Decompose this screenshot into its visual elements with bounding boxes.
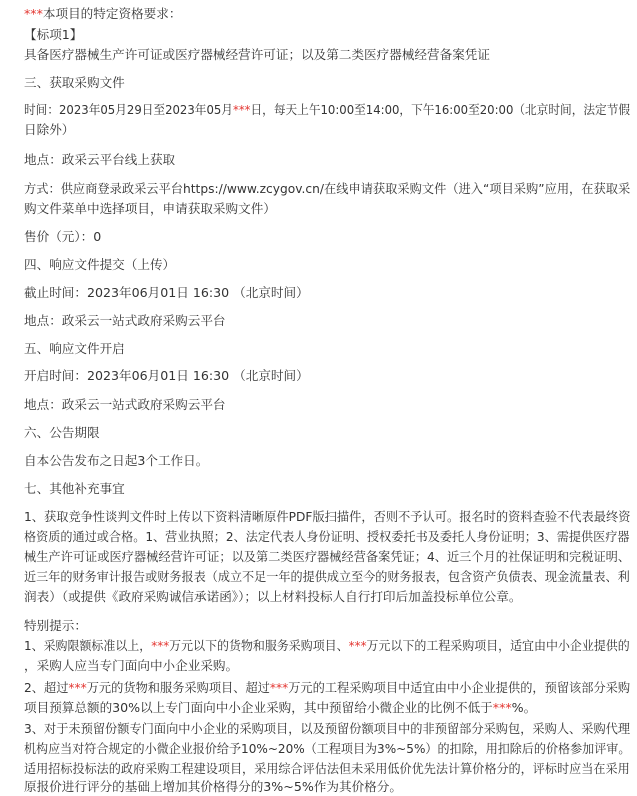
document-price: 售价（元）：0 [24,229,102,244]
supplementary-text-line-4: 近三年的财务审计报告或财务报表（成立不足一年的提供成立至今的财务报表，包含资产负债表、现金流量表、利 [24,569,630,584]
opening-time: 开启时间：2023年06月01日 16:30 （北京时间） [24,368,309,383]
special-notice-3: 3、对于未预留份额专门面向中小企业的采购项目，以及预留份额项目中的非预留部分采购包，采购人、采购代理 [24,721,631,736]
special-notice-1: 1、采购限额标准以上，***万元以下的货物和服务采购项目、***万元以下的工程采购项目，适宜由中小企业提供的 [24,638,630,653]
notice-period-text: 自本公告发布之日起3个工作日。 [24,453,209,468]
obtain-location: 地点：政采云平台线上获取 [24,152,176,167]
obtain-time: 时间：2023年05月29日至2023年05月***日，每天上午10:00至14:00，下午16:00至20:00（北京时间，法定节假 [24,102,631,117]
special-notice-3-cont-1: 机构应当对符合规定的小微企业报价给予10%~20%（工程项目为3%~5%）的扣除，用扣除后的价格参加评审。 [24,741,631,756]
lot-label: 【标项1】 [24,27,83,42]
obtain-time-cont: 日除外） [24,122,75,137]
special-notice-2: 2、超过***万元的货物和服务采购项目、超过***万元的工程采购项目中适宜由中小企业提供的，预留该部分采购 [24,680,631,695]
supplementary-text-line-3: 械生产许可证或医疗器械经营许可证；以及第二类医疗器械经营备案凭证；4、近三个月的社保证明和完税证明、 [24,549,631,564]
section-heading-supplementary: 七、其他补充事宜 [24,481,125,496]
special-notice-2-cont: 项目预算总额的30%以上专门面向中小企业采购，其中预留给小微企业的比例不低于***%。 [24,700,537,715]
submission-location: 地点：政采云一站式政府采购云平台 [24,313,226,328]
obtain-method-cont: 购文件菜单中选择项目，申请获取采购文件） [24,201,276,216]
special-notice-3-cont-2: 适用招标投标法的政府采购工程建设项目，采用综合评估法但未采用低价优先法计算价格分的，评标时应当在采用 [24,761,630,776]
supplementary-text-line-2: 格资质的通过或合格。1、营业执照；2、法定代表人身份证明、授权委托书及委托人身份证明；3、需提供医疗器 [24,529,630,544]
special-notice-3-cont-3: 原报价进行评分的基础上增加其价格得分的3%~5%作为其价格分。 [24,779,402,794]
section-heading-notice-period: 六、公告期限 [24,425,100,440]
opening-location: 地点：政采云一站式政府采购云平台 [24,397,226,412]
section-heading-submission: 四、响应文件提交（上传） [24,257,176,272]
supplementary-text-line-5: 润表）（或提供《政府采购诚信承诺函》）；以上材料投标人自行打印后加盖投标单位公章。 [24,589,522,604]
section-heading-opening: 五、响应文件开启 [24,341,125,356]
submission-deadline: 截止时间：2023年06月01日 16:30 （北京时间） [24,285,309,300]
qualification-text: 具备医疗器械生产许可证或医疗器械经营许可证；以及第二类医疗器械经营备案凭证 [24,47,490,62]
special-notice-1-cont: ，采购人应当专门面向中小企业采购。 [24,658,239,673]
section-heading-obtain-documents: 三、获取采购文件 [24,75,125,90]
supplementary-text-line-1: 1、获取竞争性谈判文件时上传以下资料清晰原件PDF版扫描件，否则不予认可。报名时的资料查验不代表最终资 [24,509,631,524]
obtain-method: 方式：供应商登录政采云平台https://www.zcygov.cn/在线申请获取采购文件（进入“项目采购”应用，在获取采 [24,181,631,196]
qualification-heading: ***本项目的特定资格要求： [24,6,182,21]
special-notice-heading: 特别提示： [24,618,87,633]
